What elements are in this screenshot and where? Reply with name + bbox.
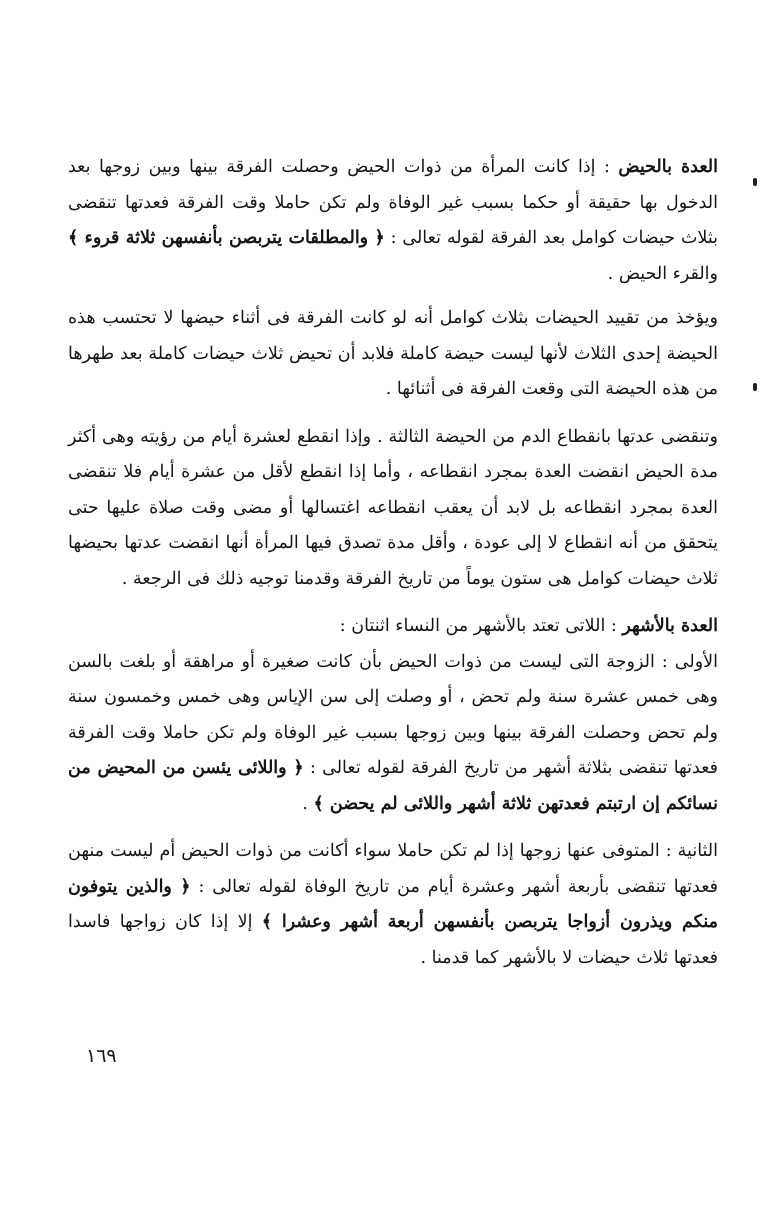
paragraph-months-waiting bbox=[68, 609, 718, 822]
paragraph-complete-cycles bbox=[68, 301, 718, 408]
quran-quote: ﴿ والمطلقات يتربصن بأنفسهن ثلاثة قروء ﴾ bbox=[68, 228, 385, 248]
margin-mark bbox=[753, 383, 757, 391]
months-intro bbox=[68, 609, 718, 645]
section-heading: العدة بالحيض bbox=[618, 157, 718, 177]
paragraph-text: : اللاتى تعتد بالأشهر من النساء اثنتان : bbox=[339, 616, 623, 636]
paragraph-text: . bbox=[302, 793, 314, 814]
paragraph-text: ويؤخذ من تقييد الحيضات بثلاث كوامل أنه لو كانت الفرقة فى أثناء حيضها لا تحتسب هذه الحيضة إحدى الثلاث لأنها ليست حيضة كاملة فلابد أن تحيض ثلاث حيضات كاملة بعد طهرها من هذه الحيضة التى وقعت الفرقة فى أثنائها . bbox=[68, 308, 718, 399]
margin-mark bbox=[753, 178, 757, 186]
section-heading: العدة بالأشهر bbox=[622, 616, 718, 636]
paragraph-text: إلا إذا كان زواجها فاسدا فعدتها ثلاث حيضات لا بالأشهر كما قدمنا . bbox=[68, 912, 718, 968]
paragraph-text: : إذا كانت المرأة من ذوات الحيض وحصلت الفرقة بينها وبين زوجها بعد الدخول بها حقيقة أو حكما بسبب غير الوفاة ولم تكن حاملا وقت الفرقة فعدتها تنقضى بثلاث حيضات كوامل بعد الفرقة لقوله تعالى : bbox=[68, 157, 719, 248]
paragraph-text: والقرء الحيض . bbox=[607, 263, 718, 284]
months-first-case bbox=[68, 645, 718, 823]
paragraph-menstrual-waiting bbox=[68, 150, 718, 292]
page-number: ١٦٩ bbox=[86, 1045, 117, 1067]
paragraph-text: الثانية : المتوفى عنها زوجها إذا لم تكن حاملا سواء أكانت من ذوات الحيض أم ليست منهن فعدتها تنقضى بأربعة أشهر وعشرة أيام من تاريخ الوفاة لقوله تعالى : bbox=[68, 841, 719, 897]
quran-quote: ﴿ والذين يتوفون منكم ويذرون أزواجا يتربصن بأنفسهن أربعة أشهر وعشرا ﴾ bbox=[68, 876, 718, 932]
paragraph-text: وتنقضى عدتها بانقطاع الدم من الحيضة الثالثة . وإذا انقطع لعشرة أيام من رؤيته وهى أكثر مدة الحيض انقضت العدة بمجرد انقطاعه ، وأما إذا انقطع لأقل من عشرة أيام فلا تنقضى العدة بمجرد انقطاعه بل لابد أن يعقب انقطاعه اغتسالها أو مضى وقت صلاة عليها حتى يتحقق من أنه انقطاع لا إلى عودة ، وأقل مدة تصدق فيها المرأة أنها انقضت عدتها بحيضها ثلاث حيضات كوامل هى ستون يوماً من تاريخ الفرقة وقدمنا توجيه ذلك فى الرجعة . bbox=[68, 426, 718, 589]
paragraph-text: الأولى : الزوجة التى ليست من ذوات الحيض بأن كانت صغيرة أو مراهقة أو بلغت بالسن وهى خمس عشرة سنة ولم تحض ، أو وصلت إلى سن الإياس وهى خمس وخمسون سنة ولم تحض وحصلت الفرقة بينها وبين زوجها بسبب غير الوفاة ولم تكن حاملا وقت الفرقة فعدتها تنقضى بثلاثة أشهر من تاريخ الفرقة لقوله تعالى : bbox=[68, 651, 718, 778]
book-page bbox=[68, 150, 718, 976]
paragraph-end-of-waiting bbox=[68, 420, 718, 598]
quran-quote: ﴿ واللائى يئسن من المحيض من نسائكم إن ارتبتم فعدتهن ثلاثة أشهر واللائى لم يحضن ﴾ bbox=[68, 758, 718, 814]
paragraph-widow-waiting bbox=[68, 834, 718, 976]
